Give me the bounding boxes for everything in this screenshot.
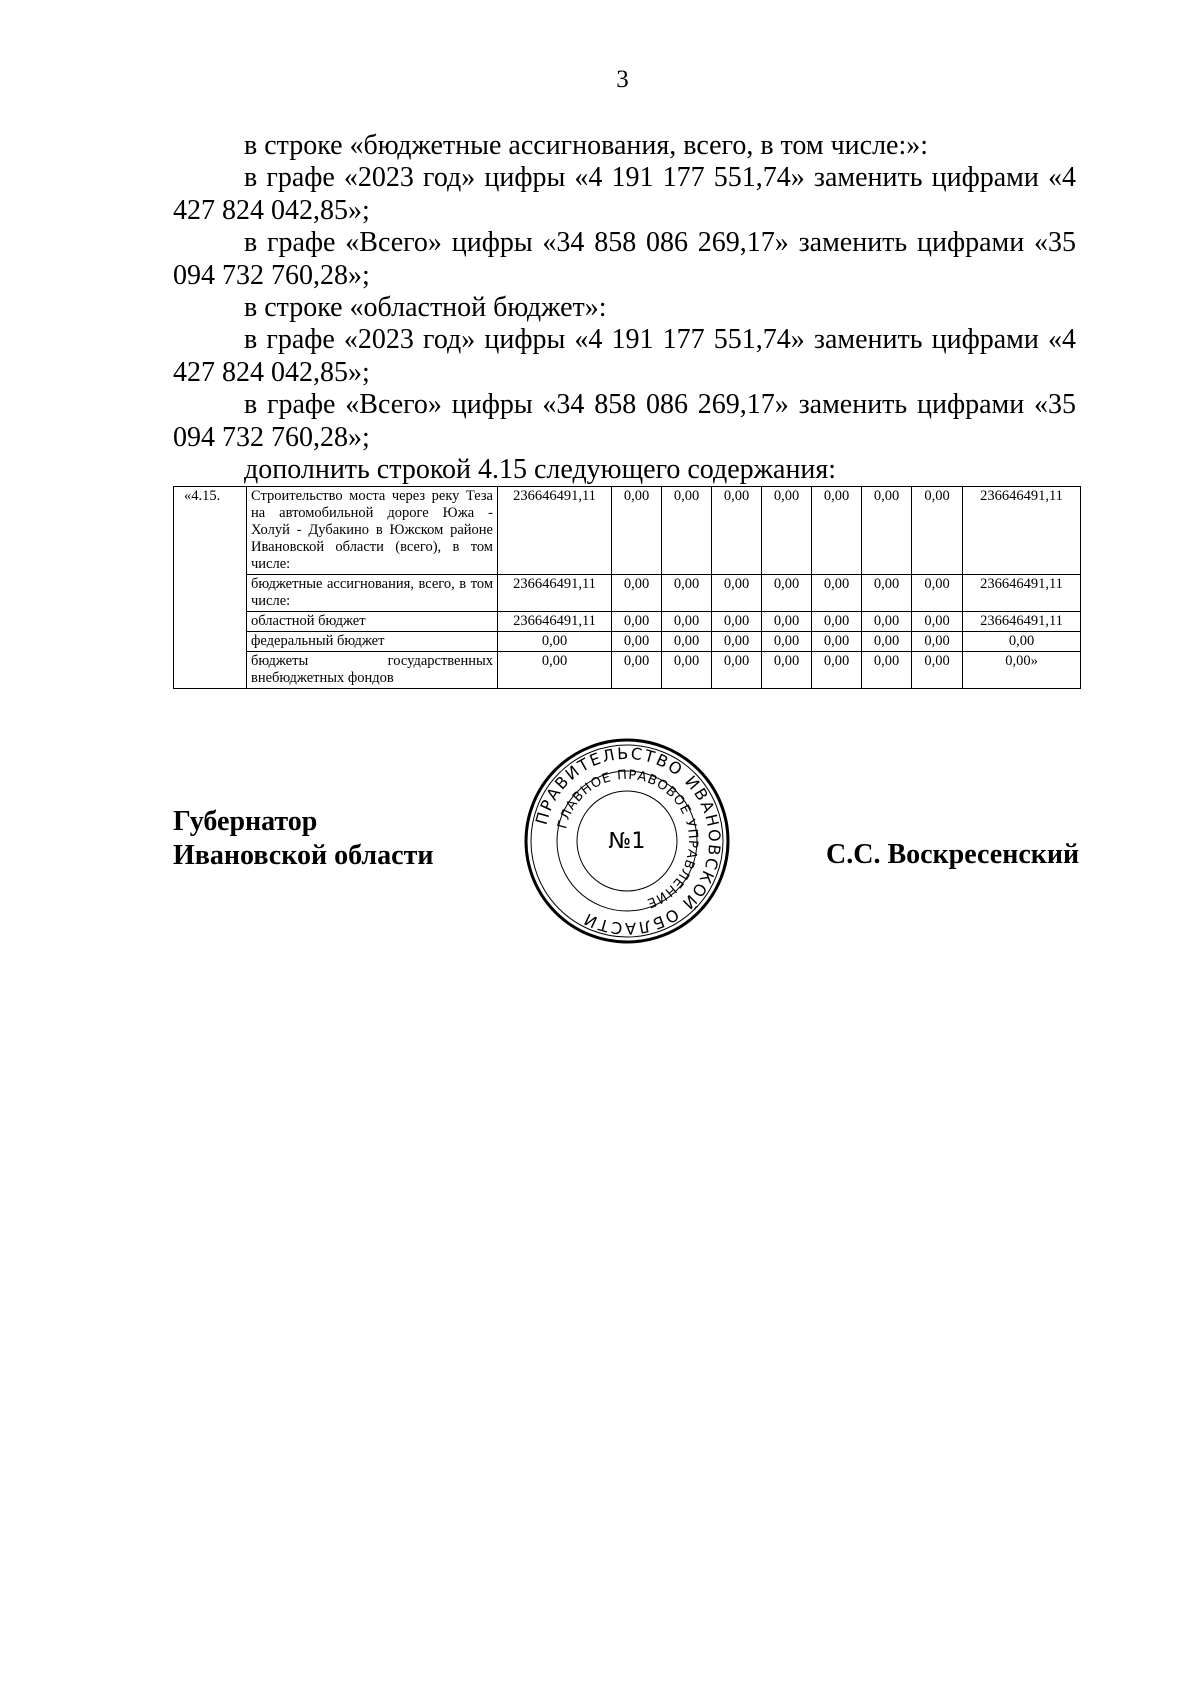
paragraph-regional-budget: в строке «областной бюджет»: <box>244 292 607 323</box>
paragraph-total-replace-1: в графе «Всего» цифры «34 858 086 269,17» заменить цифрами «35 094 732 760,28»; <box>173 227 1076 291</box>
value-cell: 0,00 <box>612 575 662 612</box>
value-cell: 0,00 <box>812 487 862 575</box>
value-cell: 0,00 <box>662 652 712 689</box>
stamp-number: №1 <box>608 829 646 854</box>
table-row <box>174 632 1081 652</box>
value-cell: 0,00 <box>912 575 963 612</box>
value-cell: 236646491,11 <box>963 612 1081 632</box>
signatory-name: С.С. Воскресенский <box>826 839 1080 870</box>
row-name-cell: Строительство моста через реку Теза на автомобильной дороге Южа - Холуй - Дубакино в Южском районе Ивановской области (всего), в том числе: <box>247 487 498 575</box>
official-stamp <box>522 736 732 946</box>
value-cell: 0,00 <box>662 487 712 575</box>
signature-position <box>173 805 433 873</box>
stamp-inner-text: ГЛАВНОЕ ПРАВОВОЕ УПРАВЛЕНИЕ <box>555 767 701 911</box>
paragraph-budget-allocations: в строке «бюджетные ассигнования, всего, в том числе:»: <box>244 130 929 161</box>
value-cell: 0,00» <box>963 652 1081 689</box>
value-cell: 0,00 <box>612 632 662 652</box>
value-cell: 0,00 <box>662 575 712 612</box>
table-body <box>174 487 1081 689</box>
table-row <box>174 612 1081 632</box>
value-cell: 0,00 <box>712 575 762 612</box>
value-cell: 0,00 <box>812 612 862 632</box>
value-cell: 0,00 <box>963 632 1081 652</box>
value-cell: 236646491,11 <box>498 487 612 575</box>
value-cell: 0,00 <box>712 632 762 652</box>
value-cell: 236646491,11 <box>963 575 1081 612</box>
value-cell: 0,00 <box>862 612 912 632</box>
value-cell: 0,00 <box>862 487 912 575</box>
value-cell: 0,00 <box>812 632 862 652</box>
value-cell: 236646491,11 <box>498 612 612 632</box>
value-cell: 0,00 <box>812 575 862 612</box>
value-cell: 0,00 <box>612 612 662 632</box>
position-region: Ивановской области <box>173 840 434 871</box>
value-cell: 0,00 <box>762 632 812 652</box>
value-cell: 0,00 <box>912 612 963 632</box>
position-title: Губернатор <box>173 806 318 837</box>
paragraph-2023-replace-2: в графе «2023 год» цифры «4 191 177 551,74» заменить цифрами «4 427 824 042,85»; <box>173 324 1076 388</box>
row-index-cell: «4.15. <box>174 487 247 689</box>
value-cell: 0,00 <box>662 632 712 652</box>
value-cell: 0,00 <box>762 487 812 575</box>
value-cell: 0,00 <box>712 487 762 575</box>
row-name-cell: федеральный бюджет <box>247 632 498 652</box>
value-cell: 0,00 <box>862 575 912 612</box>
value-cell: 0,00 <box>498 632 612 652</box>
paragraph-2023-replace-1: в графе «2023 год» цифры «4 191 177 551,74» заменить цифрами «4 427 824 042,85»; <box>173 162 1076 226</box>
value-cell: 0,00 <box>498 652 612 689</box>
value-cell: 0,00 <box>762 575 812 612</box>
value-cell: 0,00 <box>712 612 762 632</box>
value-cell: 0,00 <box>912 632 963 652</box>
value-cell: 236646491,11 <box>498 575 612 612</box>
value-cell: 0,00 <box>912 652 963 689</box>
table-row <box>174 487 1081 575</box>
value-cell: 0,00 <box>612 652 662 689</box>
value-cell: 0,00 <box>762 652 812 689</box>
row-name-cell: бюджетные ассигнования, всего, в том числе: <box>247 575 498 612</box>
value-cell: 0,00 <box>912 487 963 575</box>
value-cell: 0,00 <box>662 612 712 632</box>
amendment-table <box>173 486 1081 689</box>
value-cell: 0,00 <box>862 632 912 652</box>
paragraph-total-replace-2: в графе «Всего» цифры «34 858 086 269,17» заменить цифрами «35 094 732 760,28»; <box>173 389 1076 453</box>
paragraph-add-row: дополнить строкой 4.15 следующего содержания: <box>244 454 837 485</box>
table-row <box>174 575 1081 612</box>
value-cell: 0,00 <box>712 652 762 689</box>
stamp-outer-text: ПРАВИТЕЛЬСТВО ИВАНОВСКОЙ ОБЛАСТИ <box>531 743 725 939</box>
value-cell: 0,00 <box>612 487 662 575</box>
value-cell: 0,00 <box>762 612 812 632</box>
page-number: 3 <box>616 66 629 93</box>
value-cell: 236646491,11 <box>963 487 1081 575</box>
table-row <box>174 652 1081 689</box>
row-name-cell: бюджеты государственных внебюджетных фондов <box>247 652 498 689</box>
value-cell: 0,00 <box>812 652 862 689</box>
value-cell: 0,00 <box>862 652 912 689</box>
row-name-cell: областной бюджет <box>247 612 498 632</box>
